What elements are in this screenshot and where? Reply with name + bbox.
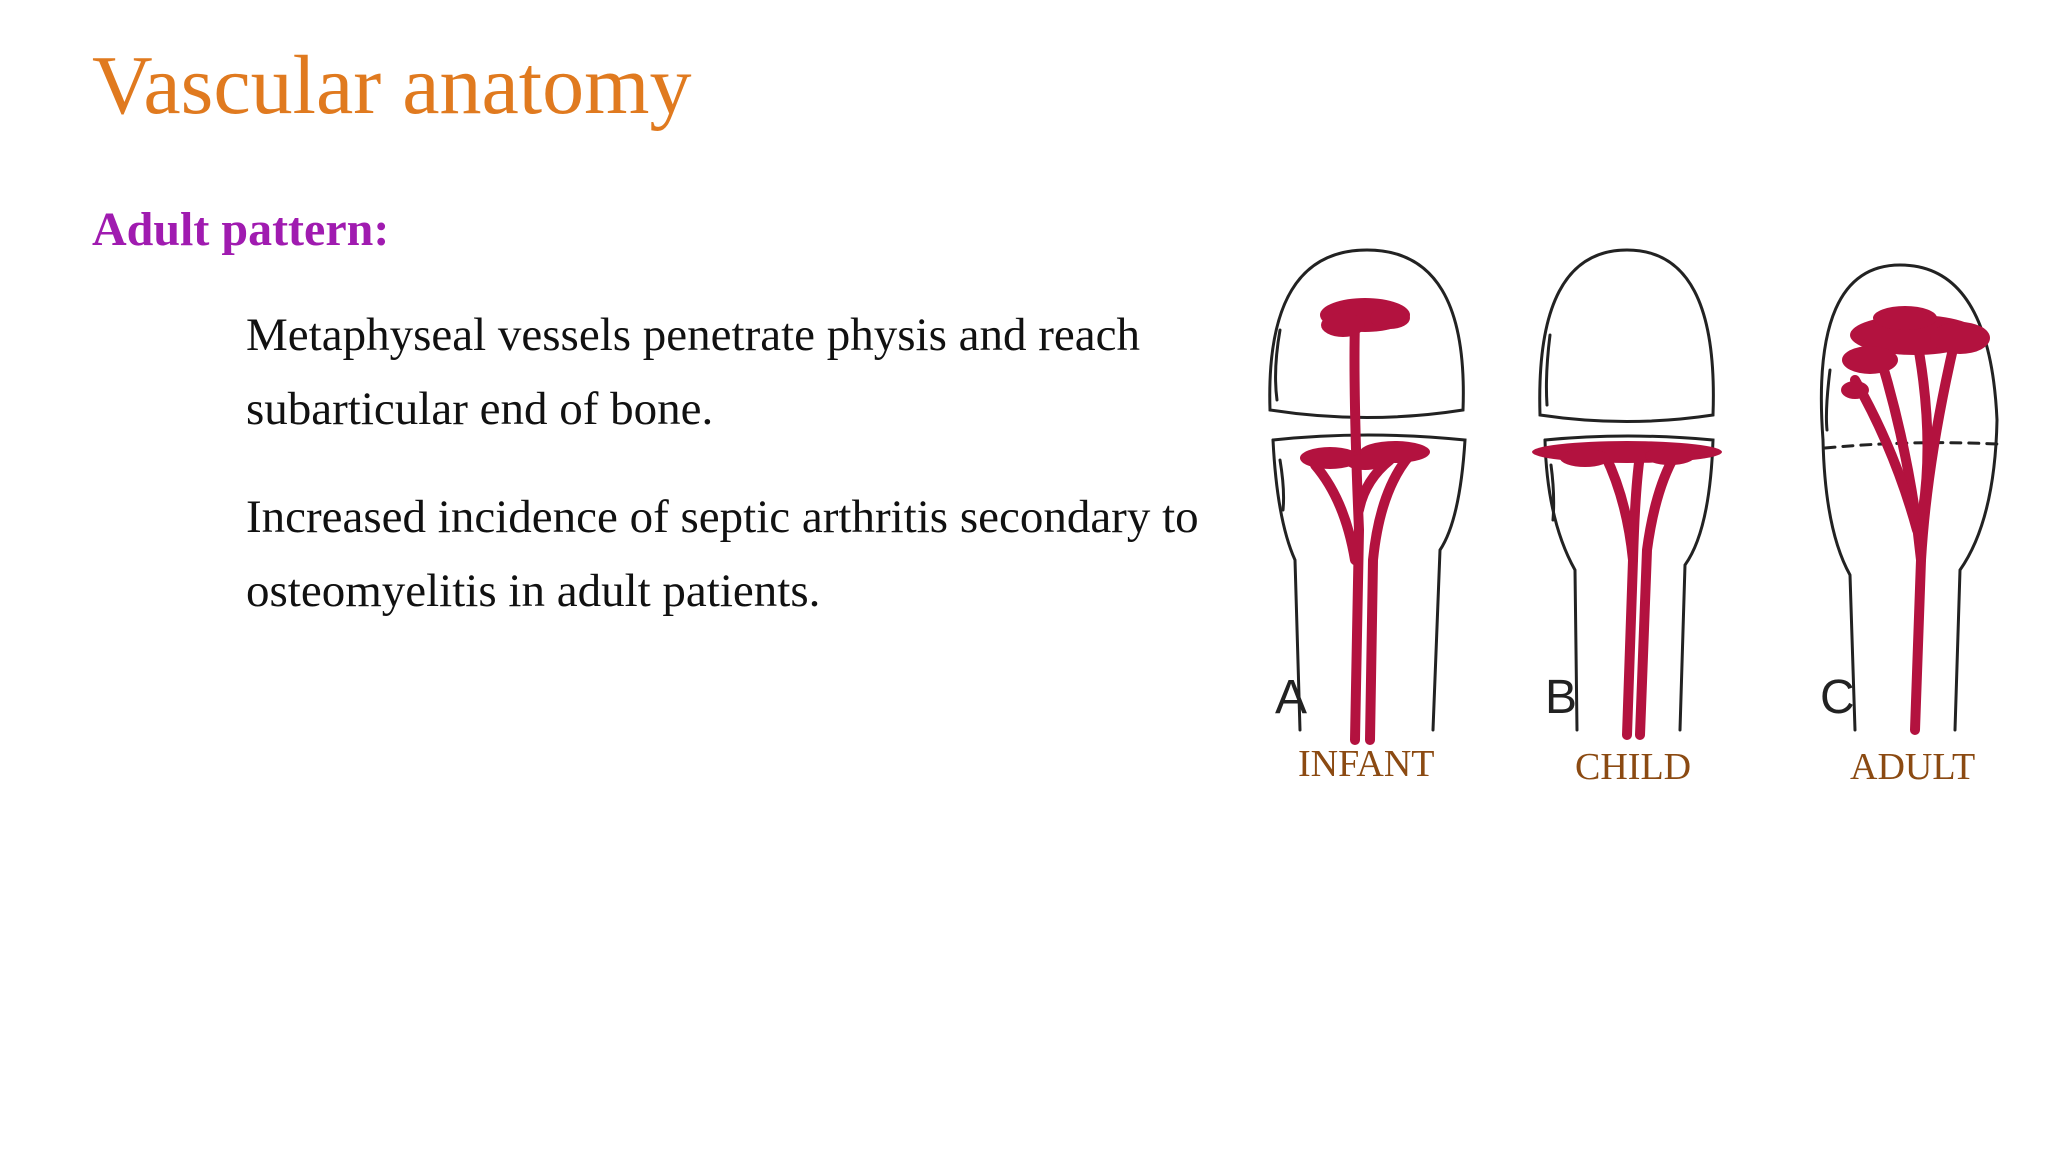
label-adult: ADULT — [1850, 746, 1976, 788]
label-infant: INFANT — [1298, 743, 1435, 785]
panel-letter-b: B — [1545, 671, 1578, 724]
panel-letter-a: A — [1275, 671, 1308, 724]
bone-illustration — [1255, 230, 2045, 800]
panel-letter-c: C — [1820, 671, 1855, 724]
paragraph-septic-arthritis: Increased incidence of septic arthritis secondary to osteomyelitis in adult patients. — [246, 491, 1199, 617]
paragraph-metaphyseal: Metaphyseal vessels penetrate physis and reach subarticular end of bone. — [246, 309, 1140, 435]
page-title: Vascular anatomy — [92, 39, 692, 132]
vascular-pattern-figure — [1255, 230, 2045, 800]
section-subheading: Adult pattern: — [92, 203, 390, 256]
label-child: CHILD — [1575, 746, 1692, 788]
